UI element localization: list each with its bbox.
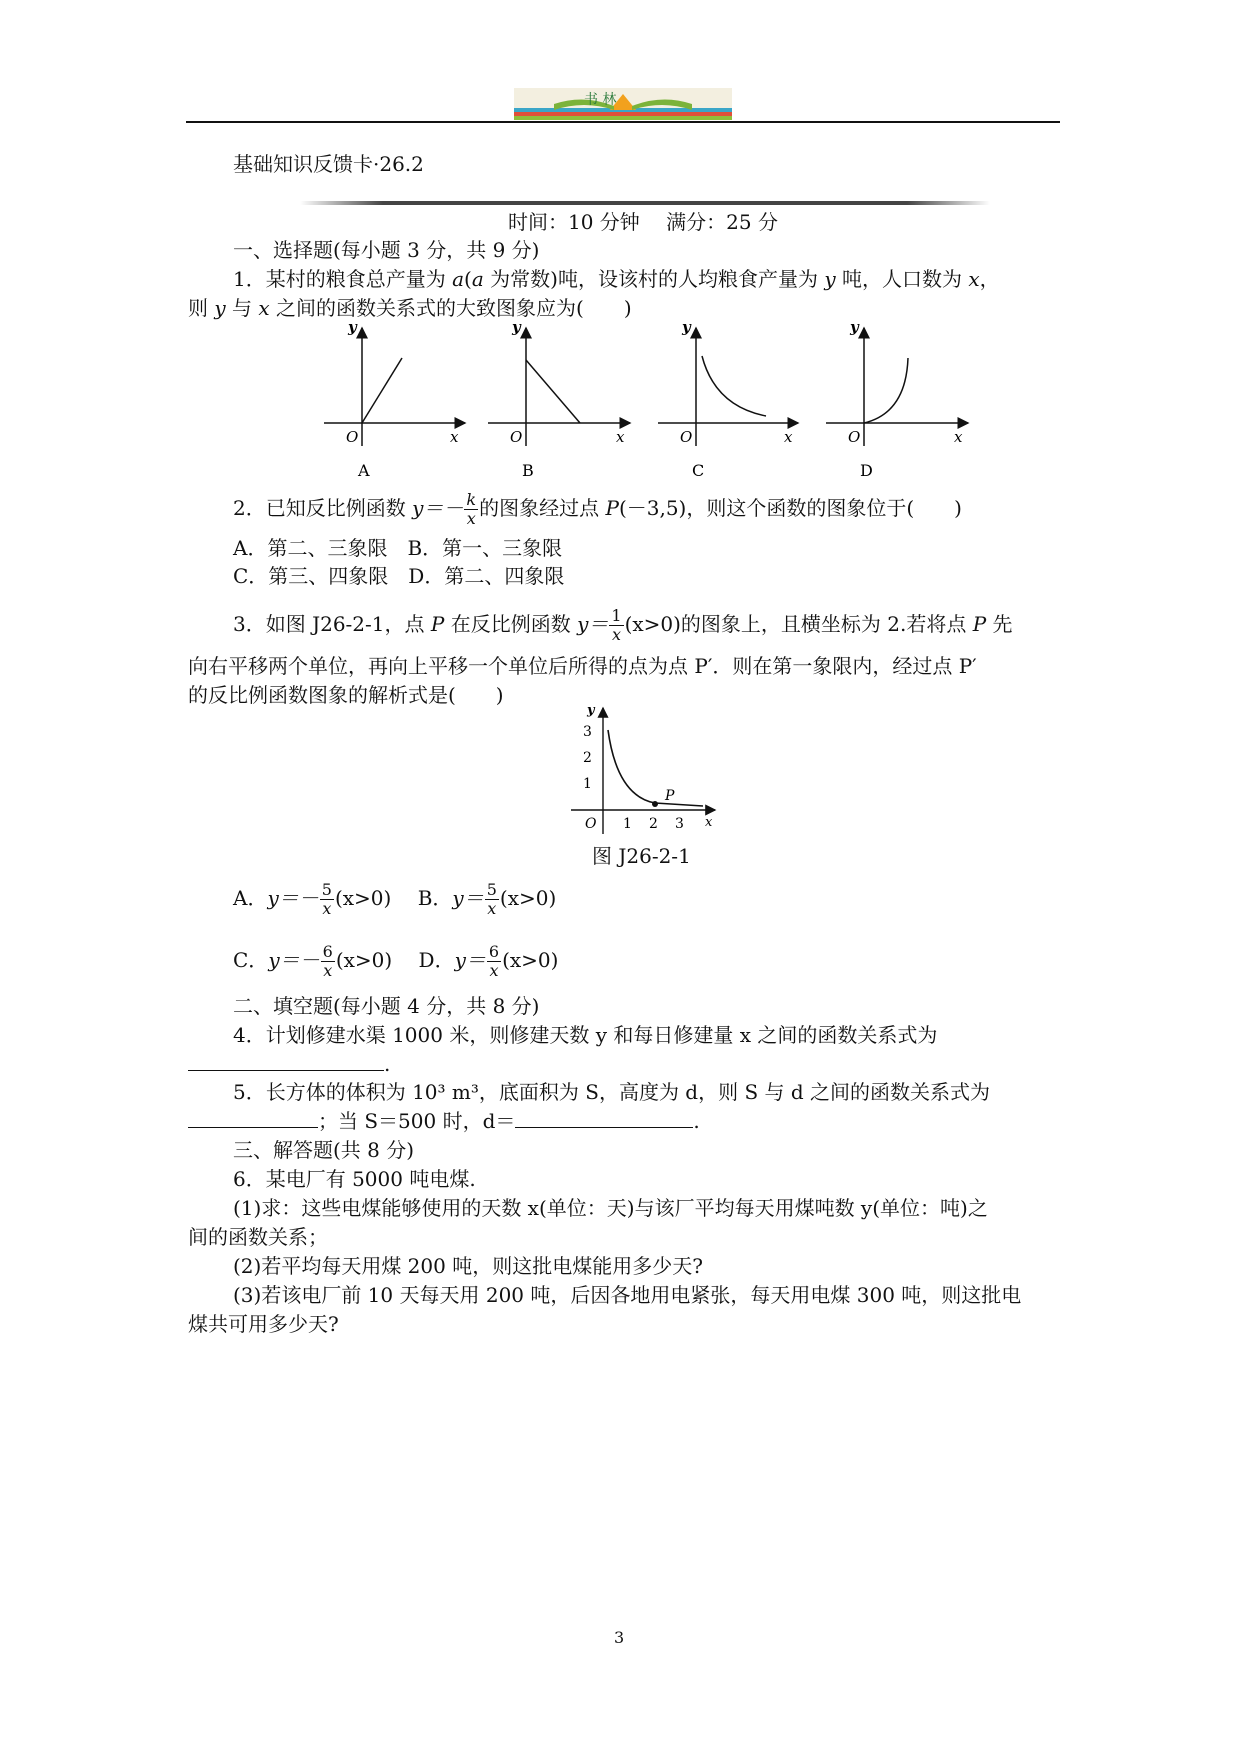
svg-text:x: x bbox=[450, 428, 459, 446]
time-limit bbox=[508, 208, 778, 236]
svg-text:x: x bbox=[705, 815, 713, 830]
q3-curve bbox=[608, 730, 703, 806]
q5-line1: 5．长方体的体积为 10³ m³，底面积为 S，高度为 d，则 S 与 d 之间的函数关系式为 bbox=[233, 1080, 991, 1104]
q2-stem: 2．已知反比例函数 y＝－ $\frac{k}{x}$ 的图象经过点 P(－3,5)，则这个函数的图象位于( ) bbox=[233, 490, 962, 528]
graph-b-curve bbox=[526, 360, 580, 423]
graph-c-label: C bbox=[692, 461, 705, 480]
q3-line1: 3．如图 J26-2-1，点 P 在反比例函数 y＝ $\frac{1}{x}$ (x>0)的图象上，且横坐标为 2.若将点 P 先 bbox=[233, 606, 1013, 644]
logo-text: 书 林 bbox=[584, 92, 617, 108]
svg-text:x: x bbox=[784, 428, 793, 446]
graph-b bbox=[488, 318, 630, 480]
svg-text:2: 2 bbox=[583, 750, 592, 766]
svg-text:P: P bbox=[665, 788, 675, 804]
q2-fraction: $\frac{k}{x}$ bbox=[466, 490, 477, 528]
q3-fraction: $\frac{1}{x}$ bbox=[611, 606, 622, 644]
q5-blank-relation[interactable] bbox=[188, 1107, 318, 1128]
q4-line1: 4．计划修建水渠 1000 米，则修建天数 y 和每日修建量 x 之间的函数关系式为 bbox=[233, 1023, 938, 1047]
book-logo-icon bbox=[514, 88, 732, 120]
q6-part2: (2)若平均每天用煤 200 吨，则这批电煤能用多少天? bbox=[233, 1254, 703, 1278]
graph-a-curve bbox=[362, 358, 402, 423]
svg-text:3: 3 bbox=[675, 816, 684, 832]
q2-options-line2: C．第三、四象限 D．第二、四象限 bbox=[233, 564, 565, 588]
q2-options-line1: A．第二、三象限 B．第一、三象限 bbox=[233, 536, 563, 560]
svg-text:O: O bbox=[510, 428, 523, 446]
svg-text:y: y bbox=[512, 318, 521, 336]
q1-line2: 则 y 与 x 之间的函数关系式的大致图象应为( ) bbox=[188, 296, 632, 320]
svg-text:3: 3 bbox=[583, 724, 592, 740]
q1-graphs bbox=[310, 318, 990, 483]
graph-b-label: B bbox=[522, 461, 534, 480]
svg-text:x: x bbox=[616, 428, 625, 446]
graph-a bbox=[324, 318, 465, 480]
svg-text:2: 2 bbox=[649, 816, 658, 832]
svg-text:y: y bbox=[682, 318, 691, 336]
q6-part3-line2: 煤共可用多少天? bbox=[188, 1312, 339, 1336]
section3-heading: 三、解答题(共 8 分) bbox=[233, 1138, 415, 1162]
svg-text:y: y bbox=[348, 318, 357, 336]
svg-text:y: y bbox=[850, 318, 859, 336]
svg-text:O: O bbox=[585, 816, 597, 832]
q3-figure bbox=[565, 704, 725, 834]
svg-text:y: y bbox=[587, 704, 595, 718]
svg-text:O: O bbox=[680, 428, 693, 446]
q5-blank-d[interactable] bbox=[515, 1107, 693, 1128]
graph-c-curve bbox=[702, 356, 766, 416]
page-number: 3 bbox=[614, 1628, 625, 1647]
section1-heading: 一、选择题(每小题 3 分，共 9 分) bbox=[233, 238, 540, 262]
graph-d-curve bbox=[864, 358, 908, 423]
q4-blank[interactable] bbox=[188, 1050, 384, 1071]
q4-answer-line: . bbox=[188, 1050, 390, 1078]
q3-figure-caption: 图 J26-2-1 bbox=[592, 844, 691, 868]
graph-d bbox=[826, 318, 968, 480]
q6-stem: 6．某电厂有 5000 吨电煤. bbox=[233, 1167, 476, 1191]
q3-line3: 的反比例函数图象的解析式是( ) bbox=[188, 683, 504, 707]
section2-heading: 二、填空题(每小题 4 分，共 8 分) bbox=[233, 994, 540, 1018]
q6-part1-line2: 间的函数关系； bbox=[188, 1225, 328, 1249]
graph-c bbox=[658, 318, 798, 480]
header-rule bbox=[186, 121, 1060, 123]
svg-text:x: x bbox=[954, 428, 963, 446]
score-label: 满分：25 分 bbox=[666, 210, 778, 234]
card-title: 基础知识反馈卡·26.2 bbox=[233, 152, 424, 176]
graph-d-label: D bbox=[860, 461, 873, 480]
time-label: 时间：10 分钟 bbox=[508, 210, 640, 234]
q3-point-p bbox=[652, 801, 658, 807]
q3-options-row1: A．y＝－ $\frac{5}{x}$ (x>0) B．y＝ $\frac{5}{x}$ (x>0) bbox=[233, 880, 557, 918]
q6-part1-line1: (1)求：这些电煤能够使用的天数 x(单位：天)与该厂平均每天用煤吨数 y(单位：吨)之 bbox=[233, 1196, 988, 1220]
header-logo bbox=[514, 88, 732, 120]
q1-line1: 1．某村的粮食总产量为 a(a 为常数)吨，设该村的人均粮食产量为 y 吨，人口数为 x， bbox=[233, 267, 1000, 291]
title-underline bbox=[300, 201, 990, 205]
svg-text:1: 1 bbox=[583, 776, 592, 792]
graph-a-label: A bbox=[358, 461, 370, 480]
svg-text:O: O bbox=[848, 428, 861, 446]
q6-part3-line1: (3)若该电厂前 10 天每天用 200 吨，后因各地用电紧张，每天用电煤 300 吨，则这批电 bbox=[233, 1283, 1022, 1307]
q5-answer-line: ；当 S＝500 时，d＝ . bbox=[188, 1107, 700, 1135]
svg-text:1: 1 bbox=[623, 816, 632, 832]
svg-text:O: O bbox=[346, 428, 359, 446]
q3-line2: 向右平移两个单位，再向上平移一个单位后所得的点为点 P′．则在第一象限内，经过点 P′ bbox=[188, 654, 977, 678]
q3-options-row2: C．y＝－ $\frac{6}{x}$ (x>0) D．y＝ $\frac{6}{x}$ (x>0) bbox=[233, 942, 559, 980]
